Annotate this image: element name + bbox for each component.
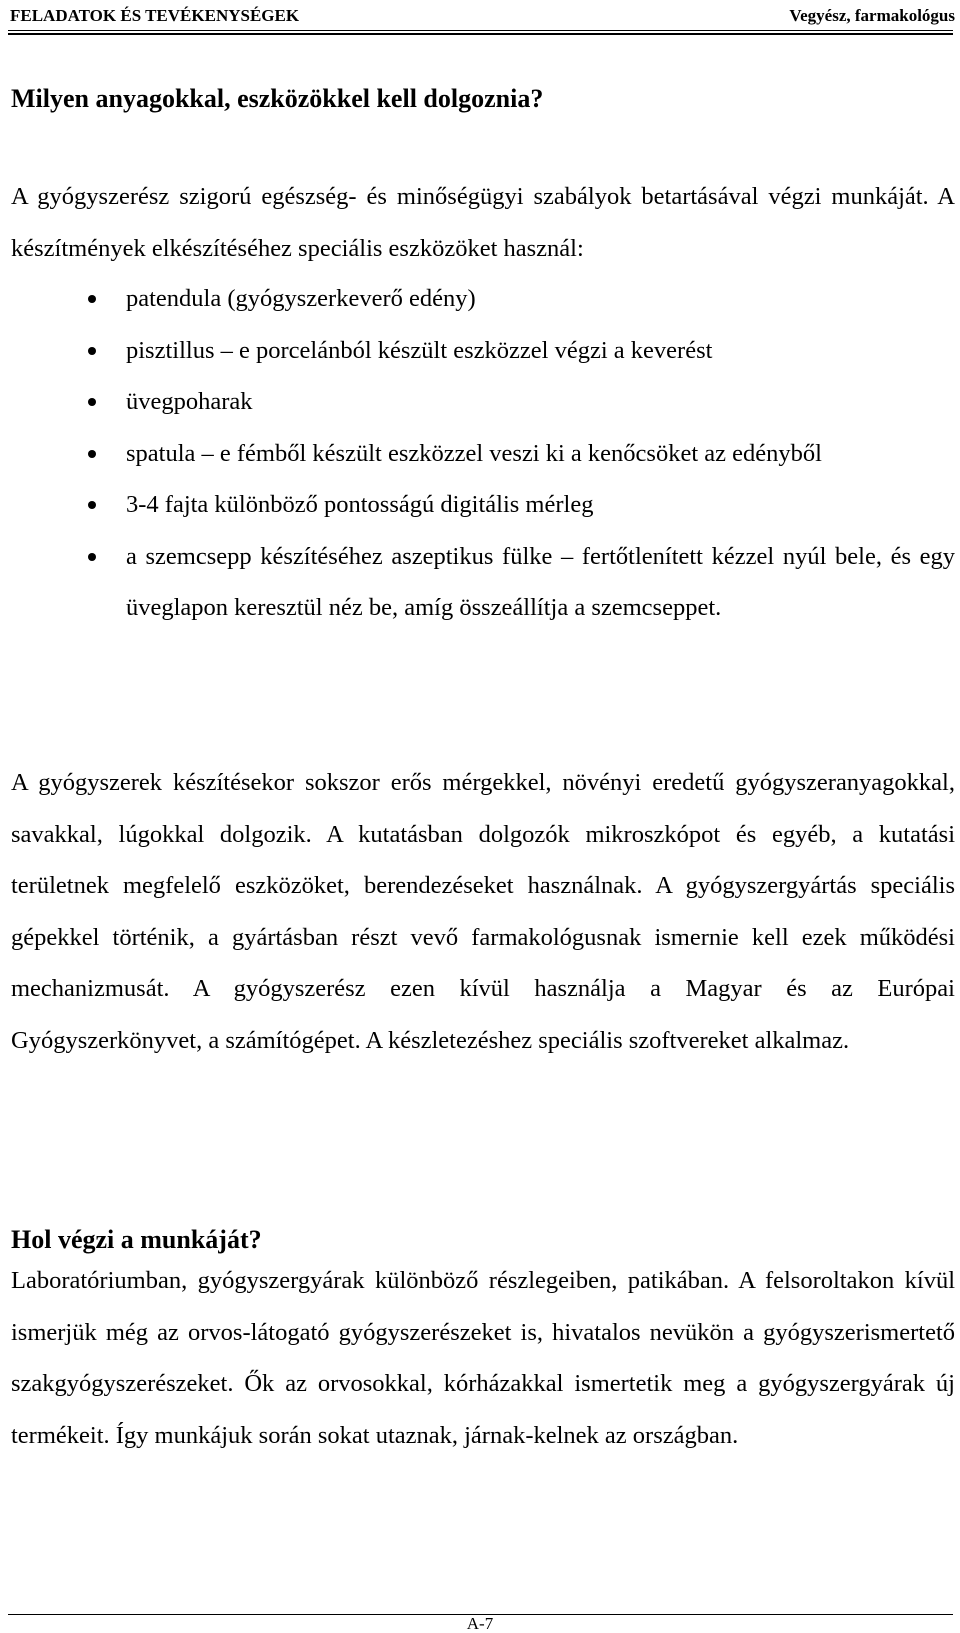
section-heading-materials: Milyen anyagokkal, eszközökkel kell dolgoznia? [11,84,544,113]
list-item [0,531,955,634]
list-item [0,428,955,480]
bullet-icon [88,553,96,561]
list-item-text: üvegpoharak [126,388,253,415]
bullet-icon [88,398,96,406]
list-item-text: spatula – e fémből készült eszközzel veszi ki a kenőcsöket az edényből [126,439,822,467]
list-item [0,376,955,428]
list-item-text: 3-4 fajta különböző pontosságú digitális mérleg [126,491,594,518]
list-item-text: patendula (gyógyszerkeverő edény) [126,285,476,312]
list-item [0,273,955,325]
tools-list [0,273,955,634]
bullet-icon [88,501,96,509]
list-item-text: a szemcsepp készítéséhez aszeptikus fülke – fertőtlenített kézzel nyúl bele, és egy üveglapon keresztül néz be, amíg összeállítja a szemcseppet. [126,542,955,621]
workplace-body-paragraph: Laboratóriumban, gyógyszergyárak különböző részlegeiben, patikában. A felsoroltakon kívül ismerjük még az orvos-látogató gyógyszerészeket is, hivatalos nevükön a gyógyszerismertető szakgyógyszerészeket. Ők az orvosokkal, kórházakkal ismertetik meg a gyógyszergyárak új termékeit. Így munkájuk során sokat utaznak, járnak-kelnek az országban. [11,1267,955,1449]
header-document-title: Vegyész, farmakológus [789,6,955,25]
list-item-text: pisztillus – e porcelánból készült eszközzel végzi a keverést [126,336,713,364]
materials-intro-paragraph: A gyógyszerész szigorú egészség- és minőségügyi szabályok betartásával végzi munkáját. A készítmények elkészítéséhez speciális eszközöket használ: [11,183,955,262]
list-item [0,325,955,377]
bullet-icon [88,450,96,458]
section-heading-workplace: Hol végzi a munkáját? [11,1225,262,1254]
materials-body-paragraph: A gyógyszerek készítésekor sokszor erős mérgekkel, növényi eredetű gyógyszeranyagokkal, savakkal, lúgokkal dolgozik. A kutatásban dolgozók mikroszkópot és egyéb, a kutatási területnek megfelelő eszközöket, berendezéseket használnak. A gyógyszergyártás speciális gépekkel történik, a gyártásban részt vevő farmakológusnak ismernie kell ezek működési mechanizmusát. A gyógyszerész ezen kívül használja a Magyar és az Európai Gyógyszerkönyvet, a számítógépet. A készletezéshez speciális szoftvereket alkalmaz. [11,769,955,1054]
header-section-title: FELADATOK ÉS TEVÉKENYSÉGEK [10,6,300,25]
list-item [0,479,955,531]
page-number: A-7 [466,1614,494,1633]
page-header [10,4,955,30]
bullet-icon [88,347,96,355]
header-divider [8,30,953,35]
bullet-icon [88,295,96,303]
